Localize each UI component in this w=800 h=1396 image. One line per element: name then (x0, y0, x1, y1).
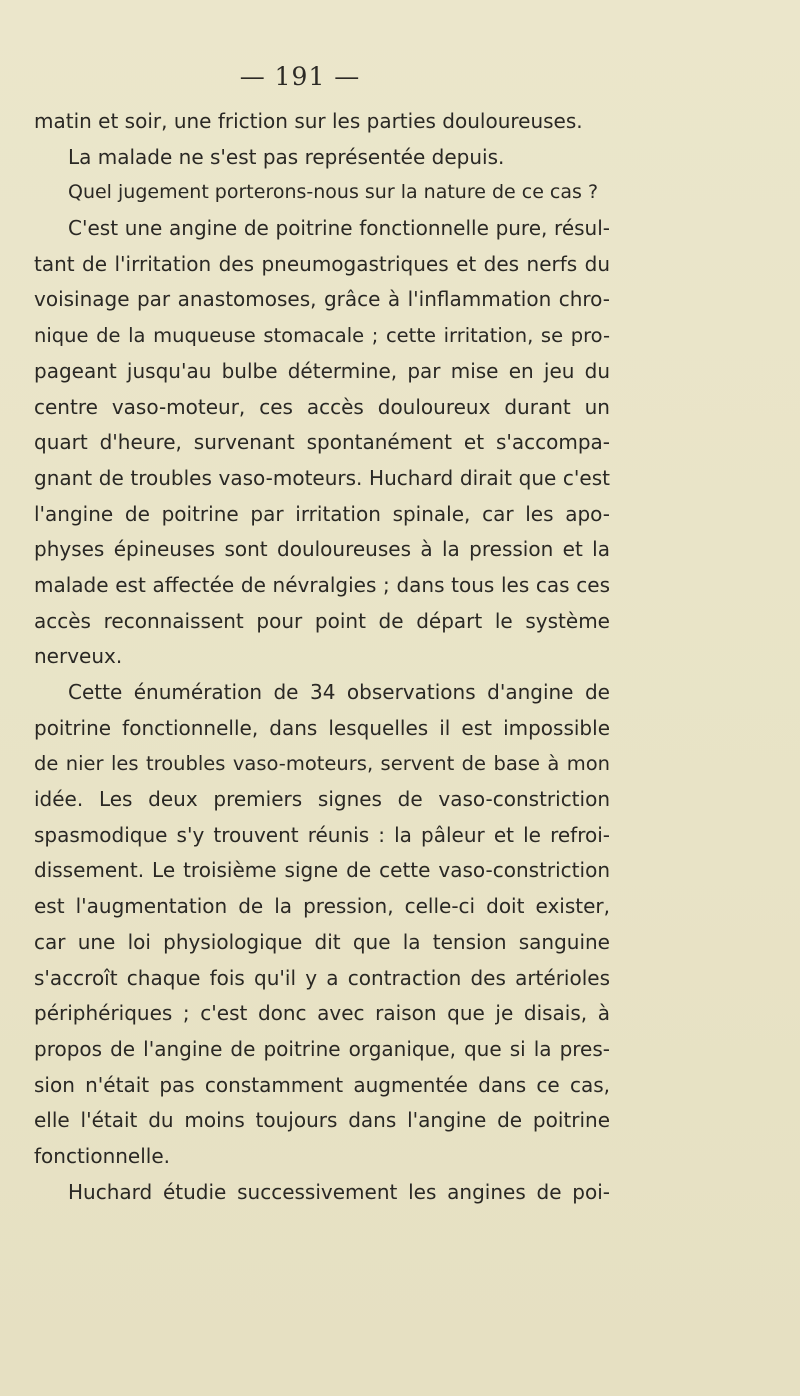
text-line: physes épineuses sont douloureuses à la pression et la (34, 537, 610, 562)
text-line: gnant de troubles vaso-moteurs. Huchard dirait que c'est (34, 465, 610, 490)
text-line: dissement. Le troisième signe de cette vaso-constriction (34, 858, 610, 883)
text-line: centre vaso-moteur, ces accès douloureux durant un (34, 394, 610, 419)
text-line: matin et soir, une friction sur les parties douloureuses. (34, 109, 583, 133)
text-line: C'est une angine de poitrine fonctionnelle pure, résul- (68, 216, 610, 241)
text-line: nerveux. (34, 644, 123, 669)
text-line: l'angine de poitrine par irritation spinale, car les apo- (34, 501, 610, 526)
text-line: car une loi physiologique dit que la tension sanguine (34, 929, 610, 954)
text-line: malade est affectée de névralgies ; dans tous les cas ces (34, 572, 610, 597)
page-number: — 191 — (239, 62, 361, 91)
text-line: propos de l'angine de poitrine organique, que si la pres- (34, 1036, 610, 1061)
text-line: s'accroît chaque fois qu'il y a contraction des artérioles (34, 965, 610, 990)
text-line: de nier les troubles vaso-moteurs, servent de base à mon (34, 752, 610, 776)
text-line: pageant jusqu'au bulbe détermine, par mise en jeu du (34, 358, 610, 383)
text-line: Cette énumération de 34 observations d'angine de (68, 680, 610, 704)
text-line: poitrine fonctionnelle, dans lesquelles il est impossible (34, 715, 610, 740)
text-line: périphériques ; c'est donc avec raison que je disais, à (34, 1001, 610, 1026)
text-line: accès reconnaissent pour point de départ le système (34, 608, 610, 633)
text-line: sion n'était pas constamment augmentée dans ce cas, (34, 1072, 610, 1097)
text-line: tant de l'irritation des pneumogastriques et des nerfs du (34, 251, 610, 276)
text-line: La malade ne s'est pas représentée depuis. (68, 144, 505, 169)
text-line: spasmodique s'y trouvent réunis : la pâleur et le refroi- (34, 822, 610, 847)
text-line: fonctionnelle. (34, 1143, 171, 1168)
text-line: elle l'était du moins toujours dans l'angine de poitrine (34, 1108, 610, 1133)
text-line: est l'augmentation de la pression, celle-ci doit exister, (34, 894, 610, 919)
text-line: Quel jugement porterons-nous sur la nature de ce cas ? (68, 181, 599, 204)
body-text (34, 104, 610, 1210)
text-line: quart d'heure, survenant spontanément et s'accompa- (34, 430, 610, 455)
text-line: voisinage par anastomoses, grâce à l'inflammation chro- (34, 287, 610, 312)
text-line: Huchard étudie successivement les angines de poi- (68, 1179, 610, 1204)
text-line: nique de la muqueuse stomacale ; cette irritation, se pro- (34, 324, 610, 348)
text-line: idée. Les deux premiers signes de vaso-constriction (34, 787, 610, 812)
